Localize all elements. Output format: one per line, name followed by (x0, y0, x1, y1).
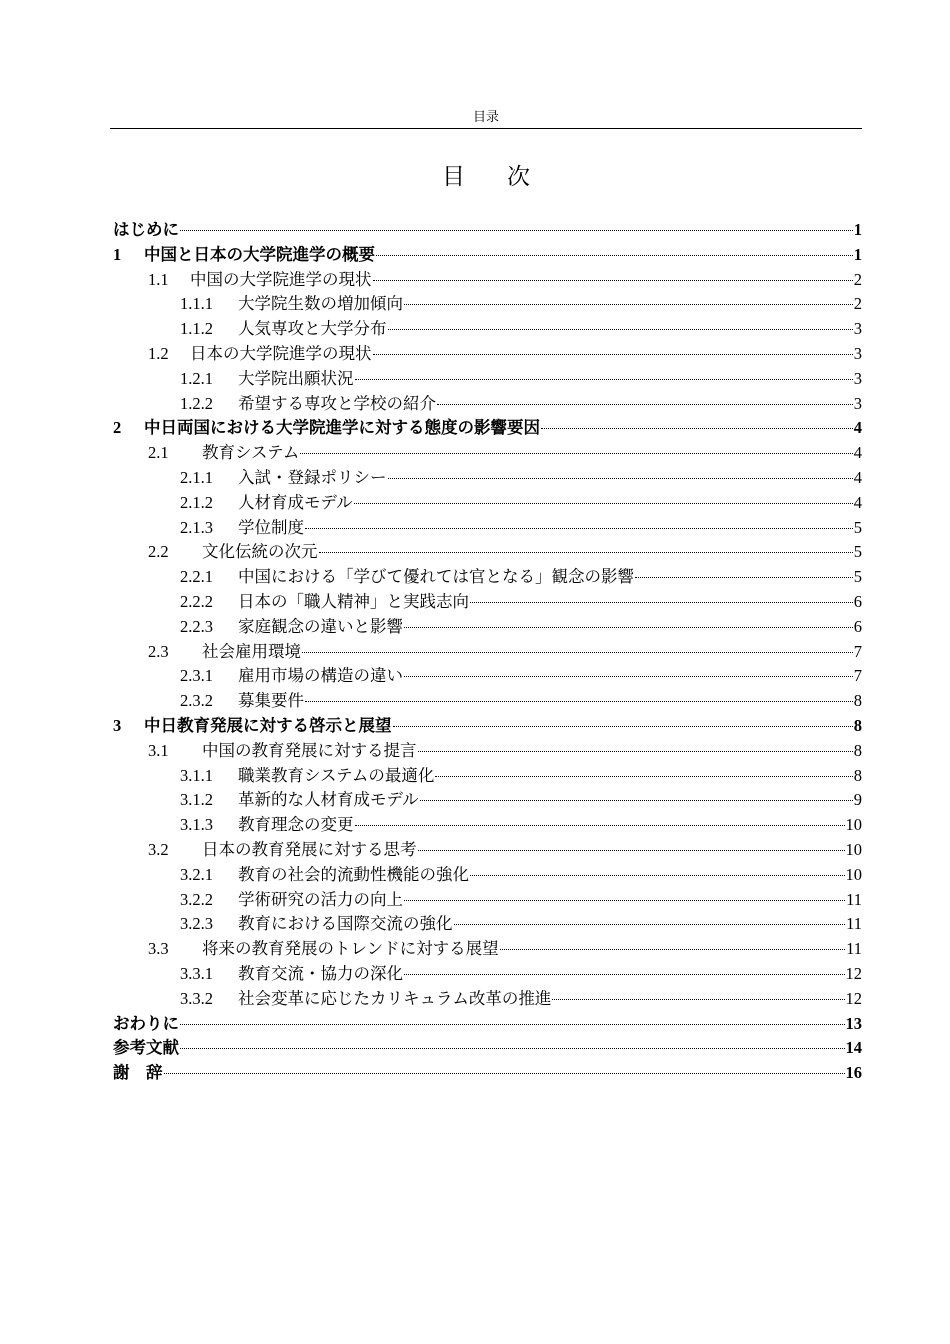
toc-entry-title: 中日教育発展に対する啓示と展望 (144, 715, 392, 735)
toc-entry-page: 7 (853, 666, 862, 686)
toc-entry-number: 3.1.2 (180, 790, 213, 810)
toc-entry[interactable] (113, 938, 862, 963)
toc-entry-title: 学位制度 (238, 517, 304, 537)
toc-entry-page: 6 (853, 591, 862, 611)
dot-leader (393, 726, 853, 727)
toc-entry-title: 教育理念の変更 (238, 815, 354, 835)
toc-entry-number: 3.2.2 (180, 889, 213, 909)
toc-entry-number: 2.3.2 (180, 691, 213, 711)
toc-entry[interactable] (113, 616, 862, 641)
toc-entry-title: おわりに (113, 1013, 179, 1033)
toc-entry-page: 2 (853, 294, 862, 314)
dot-leader (373, 354, 853, 355)
toc-entry[interactable] (113, 740, 862, 765)
toc-entry[interactable] (113, 641, 862, 666)
toc-entry-number: 3.1.1 (180, 765, 213, 785)
toc-entry-title: 社会変革に応じたカリキュラム改革の推進 (238, 988, 552, 1008)
toc-entry[interactable] (113, 269, 862, 294)
toc-entry-number: 1.1.1 (180, 294, 213, 314)
dot-leader (418, 751, 853, 752)
toc-entry-title: 教育システム (202, 443, 300, 463)
toc-entry[interactable] (113, 665, 862, 690)
toc-entry[interactable] (113, 988, 862, 1013)
toc-entry-number: 2.1.1 (180, 467, 213, 487)
toc-entry-page: 10 (845, 839, 862, 859)
toc-entry-page: 9 (853, 790, 862, 810)
toc-entry-number: 3.2 (148, 839, 169, 859)
dot-leader (435, 776, 852, 777)
toc-entry-title: 雇用市場の構造の違い (238, 666, 403, 686)
toc-entry-title: 教育における国際交流の強化 (238, 914, 453, 934)
dot-leader (541, 428, 853, 429)
toc-entry[interactable] (113, 492, 862, 517)
toc-entry-page: 10 (845, 864, 862, 884)
toc-entry-number: 1 (113, 244, 122, 264)
toc-entry-title: 日本の大学院進学の現状 (190, 343, 372, 363)
toc-entry-title: 入試・登録ポリシー (238, 467, 387, 487)
toc-entry-title: 大学院出願状況 (238, 368, 354, 388)
toc-entry[interactable] (113, 467, 862, 492)
toc-entry[interactable] (113, 393, 862, 418)
toc-entry[interactable] (113, 244, 862, 269)
toc-entry-number: 2.2.3 (180, 616, 213, 636)
toc-entry-page: 8 (853, 740, 862, 760)
toc-entry-page: 3 (853, 343, 862, 363)
toc-entry-page: 11 (846, 939, 862, 959)
toc-entry-page: 5 (853, 517, 862, 537)
dot-leader (388, 329, 853, 330)
toc-entry-title: 大学院生数の増加傾向 (238, 294, 403, 314)
toc-entry[interactable] (113, 417, 862, 442)
dot-leader (404, 900, 845, 901)
dot-leader (180, 1048, 845, 1049)
dot-leader (355, 825, 845, 826)
toc-entry-page: 8 (853, 765, 862, 785)
toc-entry-number: 2 (113, 418, 122, 438)
toc-entry-number: 2.1.3 (180, 517, 213, 537)
toc-entry[interactable] (113, 690, 862, 715)
toc-entry-title: 将来の教育発展のトレンドに対する展望 (202, 939, 499, 959)
toc-entry-page: 3 (853, 368, 862, 388)
toc-entry-number: 3.1.3 (180, 815, 213, 835)
toc-entry-title: 家庭観念の違いと影響 (238, 616, 403, 636)
toc-entry[interactable] (113, 442, 862, 467)
toc-entry-number: 2.1.2 (180, 492, 213, 512)
toc-entry-title: 中国と日本の大学院進学の概要 (144, 244, 375, 264)
dot-leader (355, 379, 853, 380)
toc-entry-page: 2 (853, 269, 862, 289)
toc-entry-title: 日本の「職人精神」と実践志向 (238, 591, 469, 611)
dot-leader (302, 652, 853, 653)
toc-entry[interactable] (113, 889, 862, 914)
toc-entry-page: 13 (845, 1013, 862, 1033)
toc-entry[interactable] (113, 368, 862, 393)
toc-entry-page: 11 (846, 914, 862, 934)
toc-entry-page: 11 (846, 889, 862, 909)
toc-entry[interactable] (113, 913, 862, 938)
toc-entry-page: 4 (853, 443, 862, 463)
dot-leader (470, 875, 845, 876)
toc-entry[interactable] (113, 864, 862, 889)
toc-entry[interactable] (113, 765, 862, 790)
toc-entry-title: 中国の教育発展に対する提言 (202, 740, 417, 760)
toc-entry-page: 3 (853, 319, 862, 339)
toc-entry-number: 2.2.1 (180, 567, 213, 587)
toc-entry-title: 人材育成モデル (238, 492, 353, 512)
toc-entry-number: 1.1.2 (180, 319, 213, 339)
dot-leader (164, 1073, 845, 1074)
toc-entry[interactable] (113, 1013, 862, 1038)
toc-entry-page: 10 (845, 815, 862, 835)
toc-entry-title: 人気専攻と大学分布 (238, 319, 387, 339)
toc-entry-page: 8 (853, 691, 862, 711)
toc-entry-page: 16 (845, 1063, 862, 1083)
toc-entry[interactable] (113, 517, 862, 542)
dot-leader (500, 949, 846, 950)
toc-entry-title: はじめに (113, 220, 179, 239)
dot-leader (404, 304, 853, 305)
dot-leader (354, 503, 853, 504)
toc-entry-page: 8 (853, 715, 862, 735)
dot-leader (552, 999, 844, 1000)
toc-heading-part2: 次 (507, 164, 530, 189)
toc-heading-part1: 目 (442, 164, 465, 189)
dot-leader (373, 280, 853, 281)
toc-entry-page: 5 (853, 542, 862, 562)
toc-entry-title: 参考文献 (113, 1038, 179, 1058)
toc-entry-page: 5 (853, 567, 862, 587)
toc-entry-number: 2.2 (148, 542, 169, 562)
toc-entry-page: 14 (845, 1038, 862, 1058)
toc-entry-number: 3.2.3 (180, 914, 213, 934)
toc-entry-title: 募集要件 (238, 691, 304, 711)
toc-entry-page: 12 (845, 988, 862, 1008)
toc-entry-title: 教育交流・協力の深化 (238, 963, 403, 983)
toc-entry-page: 6 (853, 616, 862, 636)
toc-entry-title: 社会雇用環境 (202, 641, 301, 661)
toc-entry[interactable] (113, 814, 862, 839)
toc-entry[interactable] (113, 541, 862, 566)
toc-entry-page: 4 (853, 467, 862, 487)
dot-leader (180, 1024, 845, 1025)
toc-entry[interactable] (113, 566, 862, 591)
toc-entry-page: 1 (853, 220, 862, 239)
toc-entry-title: 文化伝統の次元 (202, 542, 318, 562)
toc-entry-number: 2.3.1 (180, 666, 213, 686)
toc-entry-number: 3.2.1 (180, 864, 213, 884)
dot-leader (418, 850, 845, 851)
toc-entry-title: 教育の社会的流動性機能の強化 (238, 864, 469, 884)
dot-leader (420, 800, 853, 801)
dot-leader (319, 552, 853, 553)
toc-entry-number: 2.2.2 (180, 591, 213, 611)
dot-leader (305, 528, 853, 529)
toc-entry[interactable] (113, 839, 862, 864)
toc-entry-page: 3 (853, 393, 862, 413)
toc-entry-number: 1.2.2 (180, 393, 213, 413)
dot-leader (635, 577, 853, 578)
dot-leader (454, 924, 846, 925)
toc-entry[interactable] (113, 715, 862, 740)
dot-leader (305, 701, 853, 702)
dot-leader (404, 974, 845, 975)
toc-entry[interactable] (113, 963, 862, 988)
toc-entry-title: 中国における「学びて優れては官となる」観念の影響 (238, 567, 634, 587)
toc-entry-number: 1.2 (148, 343, 169, 363)
toc-entry[interactable] (113, 293, 862, 318)
toc-entry-number: 2.1 (148, 443, 169, 463)
toc-entry-page: 1 (853, 244, 862, 264)
toc-entry[interactable] (113, 1062, 862, 1087)
dot-leader (437, 404, 853, 405)
dot-leader (470, 602, 853, 603)
toc-entry-page: 12 (845, 963, 862, 983)
dot-leader (300, 453, 852, 454)
toc-entry-title: 希望する専攻と学校の紹介 (238, 393, 436, 413)
dot-leader (388, 478, 853, 479)
toc-entry-number: 1.1 (148, 269, 169, 289)
toc-entry-number: 2.3 (148, 641, 169, 661)
toc-entry-page: 7 (853, 641, 862, 661)
toc-entry-title: 謝 辞 (113, 1063, 163, 1083)
toc-entry-number: 3.3 (148, 939, 169, 959)
toc-entry-title: 職業教育システムの最適化 (238, 765, 435, 785)
running-header: 目录 (472, 109, 499, 124)
toc-entry-title: 中国の大学院進学の現状 (190, 269, 372, 289)
toc-entry-title: 中日両国における大学院進学に対する態度の影響要因 (144, 418, 540, 438)
toc-entry-page: 4 (853, 418, 862, 438)
toc-entry-number: 3.3.1 (180, 963, 213, 983)
toc-entry-title: 日本の教育発展に対する思考 (202, 839, 417, 859)
toc-entry[interactable] (113, 219, 862, 244)
table-of-contents (113, 219, 862, 1087)
toc-entry-title: 学術研究の活力の向上 (238, 889, 403, 909)
toc-entry[interactable] (113, 343, 862, 368)
dot-leader (376, 255, 853, 256)
toc-entry-number: 3.3.2 (180, 988, 213, 1008)
toc-entry[interactable] (113, 591, 862, 616)
dot-leader (404, 627, 853, 628)
toc-entry-page: 4 (853, 492, 862, 512)
toc-entry-number: 3.1 (148, 740, 169, 760)
toc-heading (0, 162, 950, 192)
toc-entry[interactable] (113, 318, 862, 343)
toc-entry[interactable] (113, 789, 862, 814)
dot-leader (404, 676, 853, 677)
toc-entry[interactable] (113, 1037, 862, 1062)
dot-leader (180, 230, 853, 231)
header-divider (110, 128, 862, 129)
toc-entry-title: 革新的な人材育成モデル (238, 790, 419, 810)
toc-entry-number: 1.2.1 (180, 368, 213, 388)
toc-entry-number: 3 (113, 715, 122, 735)
